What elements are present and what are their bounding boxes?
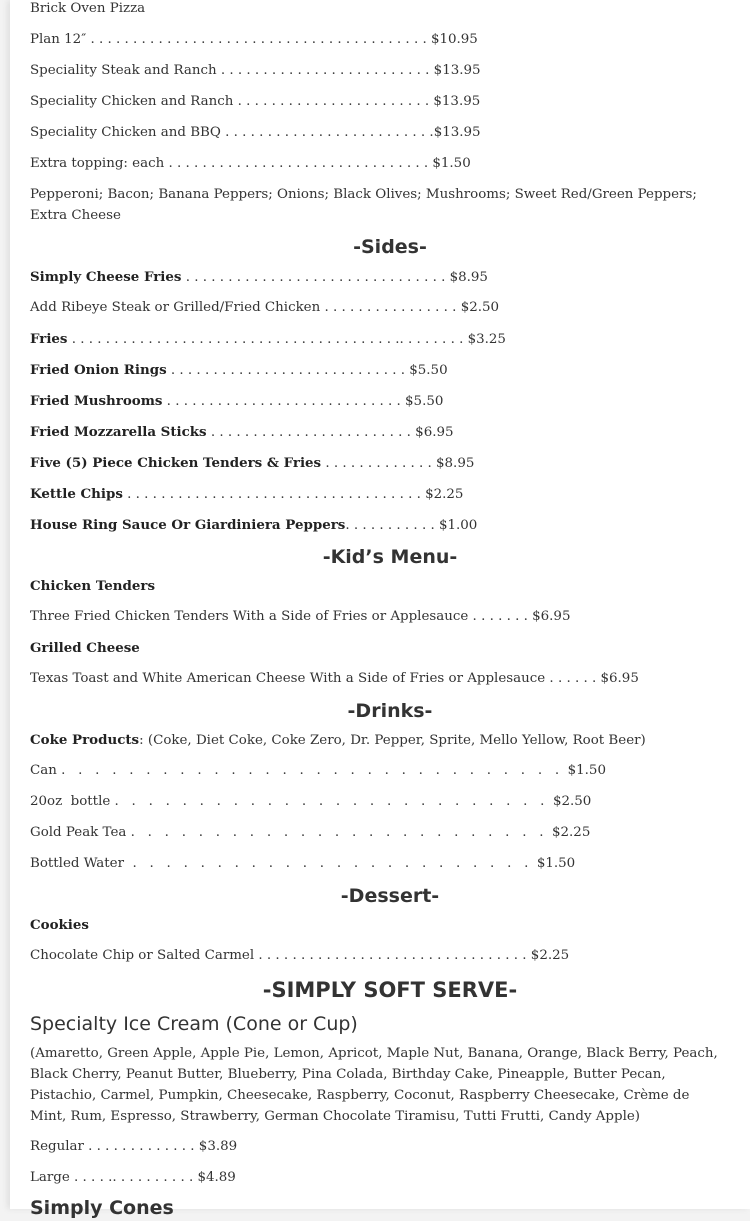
pizza-item: Extra topping: each . . . . . . . . . . . . . . . . . . . . . . . . . . . . . . . $1.50 <box>30 156 471 171</box>
kids-heading: -Kid’s Menu- <box>322 546 458 568</box>
item-name: Fries <box>30 331 68 347</box>
large-size-price: Large . . . . .. . . . . . . . . . $4.89 <box>30 1170 236 1185</box>
coke-products-list: : (Coke, Diet Coke, Coke Zero, Dr. Pepper, Sprite, Mello Yellow, Root Beer) <box>139 733 646 748</box>
item-price-leader: . . . . . . . . . . . . . . . . . . . . . . . . . . . . . . . . . . . $2.25 <box>122 487 464 502</box>
dessert-heading: -Dessert- <box>340 885 440 907</box>
drinks-item: Gold Peak Tea . . . . . . . . . . . . . . . . . . . . . . . . . $2.25 <box>30 825 591 840</box>
pizza-item: Speciality Chicken and BBQ . . . . . . . . . . . . . . . . . . . . . . . . .$13.95 <box>30 125 481 140</box>
sides-item <box>30 360 448 381</box>
sides-item <box>30 329 506 350</box>
dessert-item-title: Cookies <box>30 917 89 933</box>
drinks-item: 20oz bottle . . . . . . . . . . . . . . . . . . . . . . . . . . $2.50 <box>30 794 592 809</box>
item-price-leader: . . . . . . . . . . . . . . . . . . . . . . . . $6.95 <box>206 425 454 440</box>
pizza-section-title: Brick Oven Pizza <box>30 1 146 16</box>
simply-cones-heading: Simply Cones <box>30 1197 174 1219</box>
specialty-ice-cream-title: Specialty Ice Cream (Cone or Cup) <box>30 1013 358 1035</box>
kids-item-title: Grilled Cheese <box>30 640 140 656</box>
sides-item <box>30 484 463 505</box>
item-price-leader: . . . . . . . . . . . . . . . . . . . . . . . . . . . . . . . . . . . . . . .. . . . . . . . $3.25 <box>67 332 506 347</box>
item-name: House Ring Sauce Or Giardiniera Peppers <box>30 517 346 533</box>
sides-heading: -Sides- <box>353 236 427 258</box>
item-name: Simply Cheese Fries <box>30 269 182 285</box>
sides-item <box>30 453 474 474</box>
regular-size-price: Regular . . . . . . . . . . . . . $3.89 <box>30 1139 238 1154</box>
item-price-leader: . . . . . . . . . . . $1.00 <box>345 518 478 533</box>
pizza-item: Speciality Steak and Ranch . . . . . . . . . . . . . . . . . . . . . . . . . $13.95 <box>30 63 481 78</box>
dessert-item-desc: Chocolate Chip or Salted Carmel . . . . . . . . . . . . . . . . . . . . . . . . . . . . . . . . $2.25 <box>30 948 570 963</box>
coke-products-label: Coke Products <box>30 732 140 748</box>
item-price-leader: Add Ribeye Steak or Grilled/Fried Chicken . . . . . . . . . . . . . . . . $2.50 <box>30 300 500 315</box>
sides-item <box>30 391 443 412</box>
pizza-item: Speciality Chicken and Ranch . . . . . . . . . . . . . . . . . . . . . . . $13.95 <box>30 94 481 109</box>
item-price-leader: . . . . . . . . . . . . . $8.95 <box>321 456 475 471</box>
item-name: Kettle Chips <box>30 486 123 502</box>
sides-item <box>30 298 499 318</box>
drinks-item: Bottled Water . . . . . . . . . . . . . . . . . . . . . . . . $1.50 <box>30 856 576 871</box>
sides-item <box>30 515 477 536</box>
ice-cream-flavors: (Amaretto, Green Apple, Apple Pie, Lemon, Apricot, Maple Nut, Banana, Orange, Black Berry, Peach, Black Cherry, Peanut Butter, Blueberry, Pina Colada, Birthday Cake, Pineapple, Butter Pecan, Pistachio, Carmel, Pumpkin, Cheesecake, Raspberry, Coconut, Raspberry Cheesecake, Crème de Mint, Rum, Espresso, Strawberry, German Chocolate Tiramisu, Tutti Frutti, Candy Apple) <box>30 1046 718 1124</box>
sides-item <box>30 267 488 288</box>
sides-item <box>30 422 454 443</box>
drinks-item: Can . . . . . . . . . . . . . . . . . . . . . . . . . . . . . . $1.50 <box>30 763 606 778</box>
item-price-leader: . . . . . . . . . . . . . . . . . . . . . . . . . . . . . . . $8.95 <box>181 270 488 285</box>
drinks-heading: -Drinks- <box>347 700 433 722</box>
pizza-toppings: Pepperoni; Bacon; Banana Peppers; Onions; Black Olives; Mushrooms; Sweet Red/Green Peppers; Extra Cheese <box>30 187 697 223</box>
item-name: Fried Mozzarella Sticks <box>30 424 207 440</box>
coke-products-line <box>30 730 646 751</box>
kids-item-title: Chicken Tenders <box>30 578 155 594</box>
pizza-item: Plan 12″ . . . . . . . . . . . . . . . . . . . . . . . . . . . . . . . . . . . . . . . . $10.95 <box>30 32 478 47</box>
menu-page <box>10 0 750 1219</box>
item-name: Five (5) Piece Chicken Tenders & Fries <box>30 455 322 471</box>
item-name: Fried Onion Rings <box>30 362 167 378</box>
kids-item-desc: Three Fried Chicken Tenders With a Side of Fries or Applesauce . . . . . . . $6.95 <box>30 609 571 624</box>
item-name: Fried Mushrooms <box>30 393 163 409</box>
soft-serve-heading: -SIMPLY SOFT SERVE- <box>262 978 518 1002</box>
kids-item-desc: Texas Toast and White American Cheese With a Side of Fries or Applesauce . . . . . . $6.95 <box>30 671 639 686</box>
item-price-leader: . . . . . . . . . . . . . . . . . . . . . . . . . . . . $5.50 <box>162 394 444 409</box>
item-price-leader: . . . . . . . . . . . . . . . . . . . . . . . . . . . . $5.50 <box>166 363 448 378</box>
